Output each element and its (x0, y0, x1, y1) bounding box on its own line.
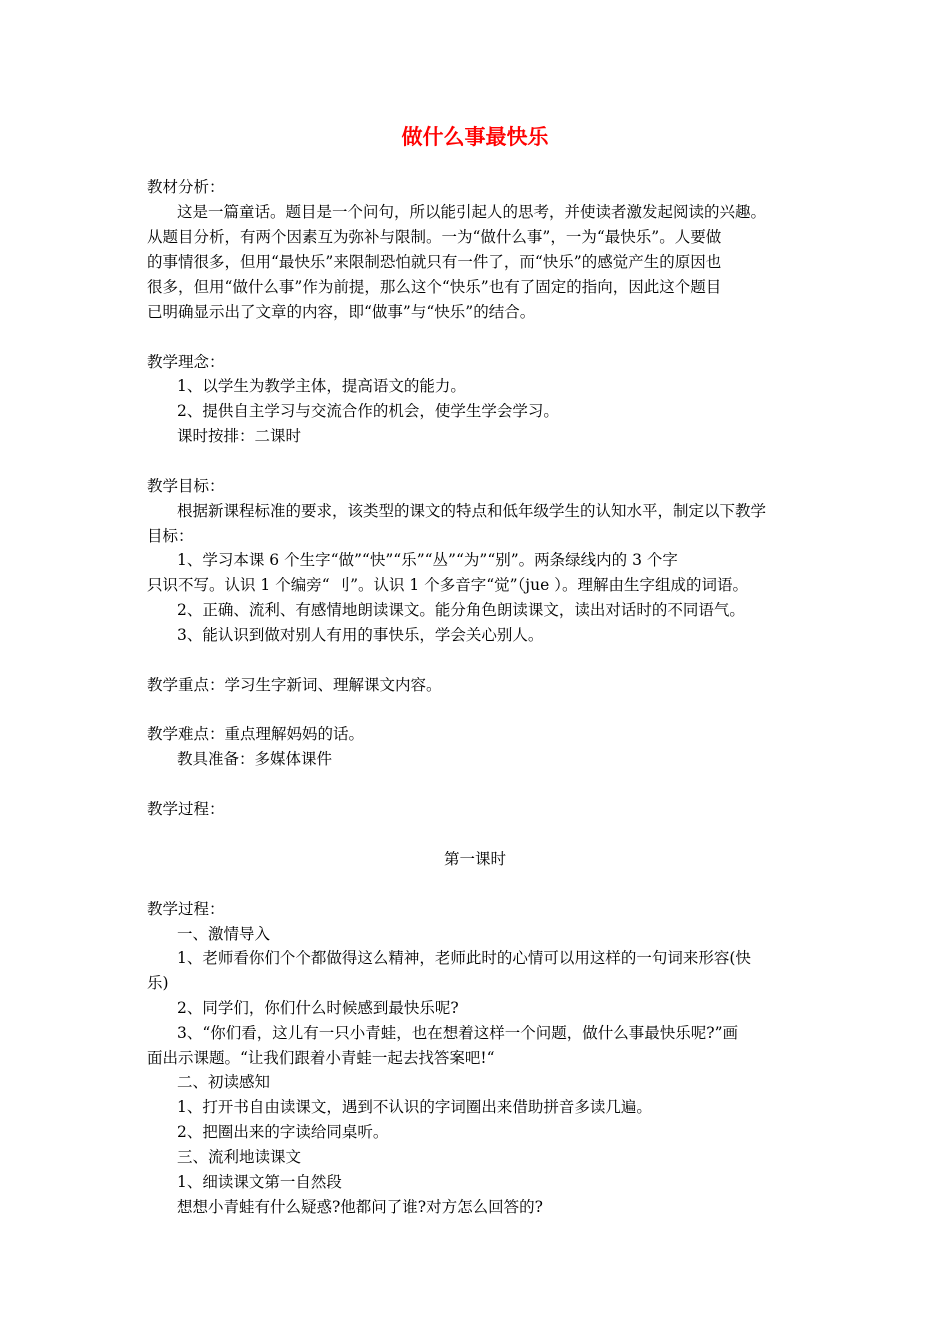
list-item: 1、以学生为教学主体，提高语文的能力。 (177, 377, 466, 395)
step-heading: 三、流利地读课文 (177, 1148, 302, 1166)
list-item: 1、细读课文第一自然段 (177, 1173, 342, 1191)
teaching-tools: 教具准备：多媒体课件 (177, 750, 333, 768)
paragraph-line: 根据新课程标准的要求，该类型的课文的特点和低年级学生的认知水平，制定以下教学 (177, 502, 767, 520)
list-item: 3、能认识到做对别人有用的事快乐，学会关心别人。 (177, 626, 544, 644)
list-item: 2、正确、流利、有感情地朗读课文。能分角色朗读课文，读出对话时的不同语气。 (177, 601, 745, 619)
section-heading-philosophy: 教学理念： (147, 353, 225, 371)
difficult-points: 教学难点：重点理解妈妈的话。 (147, 725, 365, 743)
section-heading-analysis: 教材分析： (147, 178, 225, 196)
paragraph-line: 很多，但用“做什么事”作为前提，那么这个“快乐”也有了固定的指向，因此这个题目 (147, 278, 722, 296)
list-item: 只识不写。认识 1 个编旁“ 刂”。认识 1 个多音字“觉”（jue ）。理解由生字组成的词语。 (147, 576, 748, 594)
key-points: 教学重点：学习生字新词、理解课文内容。 (147, 676, 442, 694)
document-title: 做什么事最快乐 (401, 125, 549, 149)
list-item: 1、学习本课 6 个生字“做”“快”“乐”“丛”“为”“别”。两条绿线内的 3 个字 (177, 551, 678, 569)
section-heading-goals: 教学目标： (147, 477, 225, 495)
paragraph-line: 已明确显示出了文章的内容，即“做事”与“快乐”的结合。 (147, 303, 536, 321)
schedule-text: 课时按排：二课时 (177, 427, 302, 445)
section-heading-process-2: 教学过程： (147, 900, 225, 918)
section-heading-process: 教学过程： (147, 800, 225, 818)
paragraph-line: 从题目分析，有两个因素互为弥补与限制。一为“做什么事”，一为“最快乐”。人要做 (147, 228, 722, 246)
step-heading: 一、激情导入 (177, 925, 271, 943)
list-item: 3、“你们看，这儿有一只小青蛙，也在想着这样一个问题，做什么事最快乐呢?”画 (177, 1024, 739, 1042)
list-item: 2、提供自主学习与交流合作的机会，使学生学会学习。 (177, 402, 559, 420)
paragraph-line: 的事情很多，但用“最快乐”来限制恐怕就只有一件了，而“快乐”的感觉产生的原因也 (147, 253, 722, 271)
paragraph-line: 目标： (147, 527, 194, 545)
list-item: 想想小青蛙有什么疑惑?他都问了谁?对方怎么回答的? (177, 1198, 543, 1216)
lesson-title: 第一课时 (443, 850, 506, 868)
list-item: 2、同学们，你们什么时候感到最快乐呢? (177, 999, 459, 1017)
list-item: 2、把圈出来的字读给同桌听。 (177, 1123, 389, 1141)
list-item: 面出示课题。“让我们跟着小青蛙一起去找答案吧!“ (147, 1049, 495, 1067)
list-item: 1、打开书自由读课文，遇到不认识的字词圈出来借助拼音多读几遍。 (177, 1098, 652, 1116)
list-item: 乐) (147, 974, 169, 992)
list-item: 1、老师看你们个个都做得这么精神，老师此时的心情可以用这样的一句词来形容(快 (177, 949, 751, 967)
paragraph-line: 这是一篇童话。题目是一个问句，所以能引起人的思考，并使读者激发起阅读的兴趣。 (177, 203, 767, 221)
step-heading: 二、初读感知 (177, 1073, 271, 1091)
